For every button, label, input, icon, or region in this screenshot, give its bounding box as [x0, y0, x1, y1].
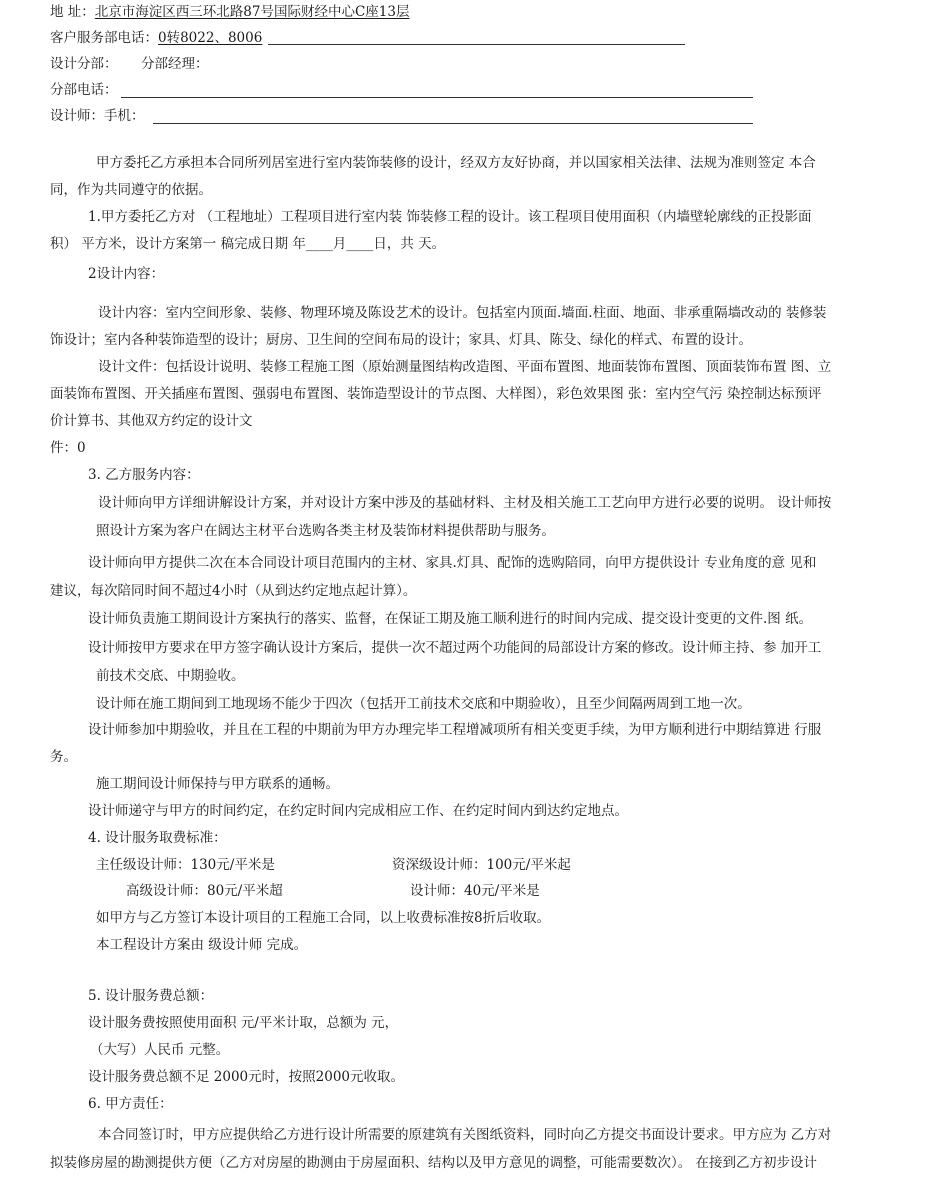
section-3-item-b-line-1: 设计师向甲方提供二次在本合同设计项目范围内的主材、家具.灯具、配饰的选购陪同，向甲方提供设计 专业角度的意 见和	[88, 555, 817, 571]
section-2-files-line-4: 件：0	[50, 440, 86, 456]
address-line	[50, 3, 409, 21]
section-5-line-a: 设计服务费按照使用面积 元/平米计取，总额为 元，	[88, 1015, 399, 1031]
section-4-level: 本工程设计方案由 级设计师 完成。	[96, 937, 308, 953]
section-2-files-line-1: 设计文件：包括设计说明、装修工程施工图（原始测量图结构改造图、平面布置图、地面装饰布置图、顶面装饰布置 图、立	[98, 359, 832, 375]
branch-phone-label: 分部电话：	[50, 82, 118, 98]
section-4-discount: 如甲方与乙方签订本设计项目的工程施工合同，以上收费标准按8折后收取。	[96, 910, 551, 926]
branch-label: 设计分部：	[50, 56, 118, 72]
section-3-item-a-line-2: 照设计方案为客户在阔达主材平台选购各类主材及装饰材料提供帮助与服务。	[96, 523, 555, 539]
section-5-line-b: （大写）人民币 元整。	[90, 1042, 230, 1058]
section-6-title: 6. 甲方责任：	[88, 1096, 173, 1112]
section-3-item-b-line-2: 建议，每次陪同时间不超过4小时（从到达约定地点起计算）。	[50, 583, 417, 599]
phone-value: 0转8022、8006	[158, 30, 263, 46]
section-3-item-d-line-1: 设计师按甲方要求在甲方签字确认设计方案后，提供一次不超过两个功能间的局部设计方案的修改。设计师主持、参 加开工	[88, 640, 822, 656]
intro-line-2: 同，作为共同遵守的依据。	[50, 182, 212, 198]
manager-label: 分部经理：	[141, 56, 209, 72]
section-3-item-f-line-1: 设计师参加中期验收，并且在工程的中期前为甲方办理完毕工程增减项所有相关变更手续，为甲方顺利进行中期结算进 行服	[88, 722, 822, 738]
section-6-line-1: 本合同签订时，甲方应提供给乙方进行设计所需要的原建筑有关图纸资料，同时向乙方提交书面设计要求。甲方应为 乙方对	[98, 1127, 832, 1143]
fee-senior-designer: 高级设计师：80元/平米超	[126, 883, 283, 899]
section-2-files-line-3: 价计算书、其他双方约定的设计文	[50, 413, 253, 429]
fee-senior-plus-designer: 资深级设计师：100元/平米起	[392, 857, 571, 873]
section-2-content-line-2: 饰设计；室内各种装饰造型的设计；厨房、卫生间的空间布局的设计；家具、灯具、陈殳、绿化的样式、布置的设计。	[50, 332, 752, 348]
branch-phone-underline	[121, 97, 753, 98]
section-2-content-line-1: 设计内容：室内空间形象、装修、物理环境及陈设艺术的设计。包括室内顶面.墙面.柱面、地面、非承重隔墙改动的 装修装	[98, 305, 827, 321]
intro-line-1: 甲方委托乙方承担本合同所列居室进行室内装饰装修的设计，经双方友好协商，并以国家相关法律、法规为准则签定 本合	[96, 155, 816, 171]
designer-phone-underline	[153, 123, 753, 124]
section-3-title: 3. 乙方服务内容：	[88, 467, 200, 483]
section-3-item-c: 设计师负责施工期间设计方案执行的落实、监督，在保证工期及施工顺利进行的时间内完成、提交设计变更的文件.图 纸。	[88, 611, 813, 627]
address-value: 北京市海淀区西三环北路87号国际财经中心C座13层	[94, 4, 410, 20]
section-3-item-h: 设计师递守与甲方的时间约定，在约定时间内完成相应工作、在约定时间内到达约定地点。	[88, 803, 628, 819]
section-4-title: 4. 设计服务取费标准：	[88, 830, 227, 846]
phone-label: 客户服务部电话：	[50, 30, 158, 46]
phone-underline	[268, 44, 685, 45]
section-3-item-a-line-1: 设计师向甲方详细讲解设计方案，并对设计方案中涉及的基础材料、主材及相关施工工艺向甲方进行必要的说明。 设计师按	[98, 495, 832, 511]
section-3-item-d-line-2: 前技术交底、中期验收。	[96, 668, 245, 684]
designer-phone-label: 设计师：手机：	[50, 108, 145, 124]
section-3-item-f-line-2: 务。	[50, 749, 77, 765]
address-label: 地 址：	[50, 4, 95, 20]
section-3-item-e: 设计师在施工期间到工地现场不能少于四次（包括开工前技术交底和中期验收），且至少间隔两周到工地一次。	[96, 696, 751, 712]
phone-line	[50, 29, 262, 47]
section-2-title: 2设计内容：	[88, 266, 165, 282]
fee-designer: 设计师：40元/平米是	[410, 883, 540, 899]
section-1-line-2: 积） 平方米，设计方案第一 稿完成日期 年____月____日，共 天。	[50, 236, 446, 252]
section-6-line-2: 拟装修房屋的勘测提供方便（乙方对房屋的勘测由于房屋面积、结构以及甲方意见的调整，可能需要数次）。 在接到乙方初步设计	[50, 1155, 818, 1171]
section-5-title: 5. 设计服务费总额：	[88, 988, 214, 1004]
fee-chief-designer: 主任级设计师：130元/平米是	[96, 857, 275, 873]
section-2-files-line-2: 面装饰布置图、开关插座布置图、强弱电布置图、装饰造型设计的节点图、大样图），彩色效果图 张：室内空气污 染控制达标预评	[50, 386, 822, 402]
section-5-line-c: 设计服务费总额不足 2000元时，按照2000元收取。	[88, 1069, 405, 1085]
section-3-item-g: 施工期间设计师保持与甲方联系的通畅。	[96, 776, 339, 792]
section-1-line-1: 1.甲方委托乙方对 （工程地址）工程项目进行室内装 饰装修工程的设计。该工程项目使用面积（内墙壁轮廓线的正投影面	[88, 209, 812, 225]
